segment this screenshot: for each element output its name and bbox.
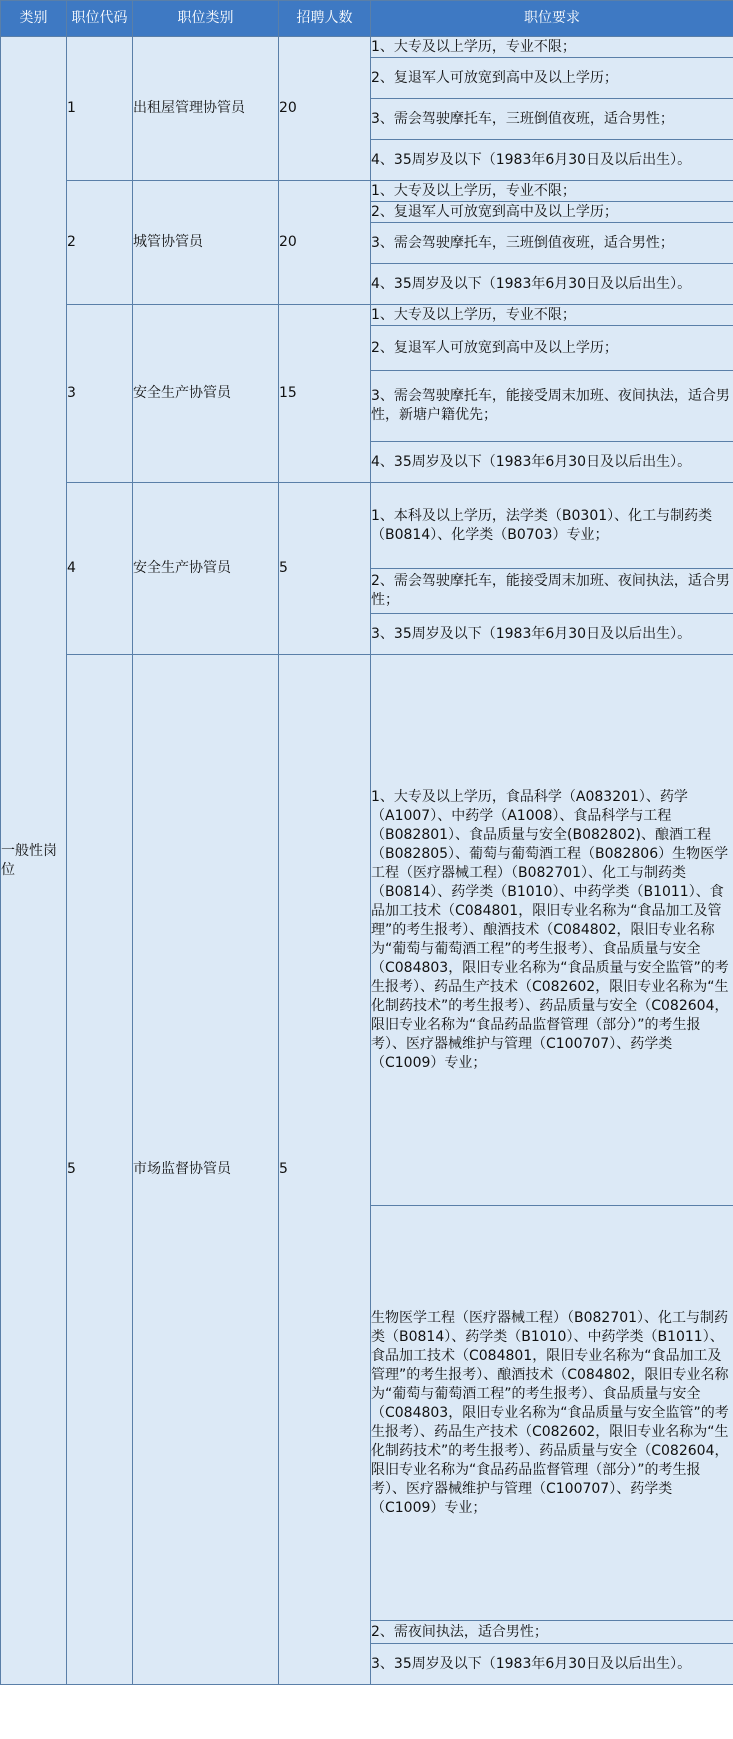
position-type-cell: 安全生产协管员: [133, 483, 279, 655]
requirement-cell: 3、需会驾驶摩托车，能接受周末加班、夜间执法，适合男性，新塘户籍优先；: [371, 371, 733, 442]
headcount-cell: 5: [279, 655, 371, 1685]
header-requirements: 职位要求: [371, 1, 733, 37]
requirement-cell: 2、需会驾驶摩托车，能接受周末加班、夜间执法，适合男性；: [371, 569, 733, 614]
requirement-cell: 2、复退军人可放宽到高中及以上学历；: [371, 202, 733, 223]
requirement-cell: 2、复退军人可放宽到高中及以上学历；: [371, 326, 733, 371]
headcount-cell: 15: [279, 305, 371, 483]
requirement-cell: 3、35周岁及以下（1983年6月30日及以后出生）。: [371, 1644, 733, 1685]
table-row: [1, 483, 733, 569]
header-row: [1, 1, 733, 37]
headcount-cell: 20: [279, 181, 371, 305]
headcount-cell: 5: [279, 483, 371, 655]
position-code-cell: 5: [67, 655, 133, 1685]
header-position-type: 职位类别: [133, 1, 279, 37]
requirement-cell: 3、需会驾驶摩托车，三班倒值夜班，适合男性；: [371, 99, 733, 140]
requirement-cell: 4、35周岁及以下（1983年6月30日及以后出生）。: [371, 442, 733, 483]
position-code-cell: 3: [67, 305, 133, 483]
table-row: [1, 181, 733, 202]
position-code-cell: 4: [67, 483, 133, 655]
position-type-cell: 城管协管员: [133, 181, 279, 305]
requirement-cell: 1、大专及以上学历，食品科学（A083201）、药学（A1007）、中药学（A1008）、食品科学与工程（B082801）、食品质量与安全(B082802)、酿酒工程（B082805）、葡萄与葡萄酒工程（B082806）生物医学工程（医疗器械工程）（B082701）、化工与制药类（B0814）、药学类（B1010）、中药学类（B1011）、食品加工技术（C084801，限旧专业名称为“食品加工及管理”的考生报考）、酿酒技术（C084802，限旧专业名称为“葡萄与葡萄酒工程”的考生报考）、食品质量与安全（C084803，限旧专业名称为“食品质量与安全监管”的考生报考）、药品生产技术（C082602，限旧专业名称为“生化制药技术”的考生报考）、药品质量与安全（C082604，限旧专业名称为“食品药品监督管理（部分）”的考生报考）、医疗器械维护与管理（C100707）、药学类（C1009）专业；: [371, 655, 733, 1206]
position-type-cell: 出租屋管理协管员: [133, 37, 279, 181]
requirement-cell: 2、复退军人可放宽到高中及以上学历；: [371, 58, 733, 99]
requirement-cell: 3、需会驾驶摩托车，三班倒值夜班，适合男性；: [371, 223, 733, 264]
requirement-cell: 4、35周岁及以下（1983年6月30日及以后出生）。: [371, 264, 733, 305]
position-type-cell: 安全生产协管员: [133, 305, 279, 483]
requirement-cell: 1、大专及以上学历，专业不限；: [371, 181, 733, 202]
requirement-cell: 生物医学工程（医疗器械工程）（B082701）、化工与制药类（B0814）、药学类（B1010）、中药学类（B1011）、食品加工技术（C084801，限旧专业名称为“食品加工及管理”的考生报考）、酿酒技术（C084802，限旧专业名称为“葡萄与葡萄酒工程”的考生报考）、食品质量与安全（C084803，限旧专业名称为“食品质量与安全监管”的考生报考）、药品生产技术（C082602，限旧专业名称为“生化制药技术”的考生报考）、药品质量与安全（C082604，限旧专业名称为“食品药品监督管理（部分）”的考生报考）、医疗器械维护与管理（C100707）、药学类（C1009）专业；: [371, 1206, 733, 1621]
position-type-cell: 市场监督协管员: [133, 655, 279, 1685]
header-category: 类别: [1, 1, 67, 37]
table-row: [1, 655, 733, 1206]
headcount-cell: 20: [279, 37, 371, 181]
position-code-cell: 2: [67, 181, 133, 305]
category-cell: 一般性岗位: [1, 37, 67, 1685]
position-code-cell: 1: [67, 37, 133, 181]
table-row: [1, 305, 733, 326]
requirement-cell: 1、本科及以上学历，法学类（B0301）、化工与制药类（B0814）、化学类（B0703）专业；: [371, 483, 733, 569]
header-position-code: 职位代码: [67, 1, 133, 37]
requirement-cell: 1、大专及以上学历，专业不限；: [371, 305, 733, 326]
header-headcount: 招聘人数: [279, 1, 371, 37]
requirement-cell: 1、大专及以上学历，专业不限；: [371, 37, 733, 58]
requirement-cell: 4、35周岁及以下（1983年6月30日及以后出生）。: [371, 140, 733, 181]
requirement-cell: 2、需夜间执法，适合男性；: [371, 1621, 733, 1644]
table-row: [1, 37, 733, 58]
requirement-cell: 3、35周岁及以下（1983年6月30日及以后出生）。: [371, 614, 733, 655]
